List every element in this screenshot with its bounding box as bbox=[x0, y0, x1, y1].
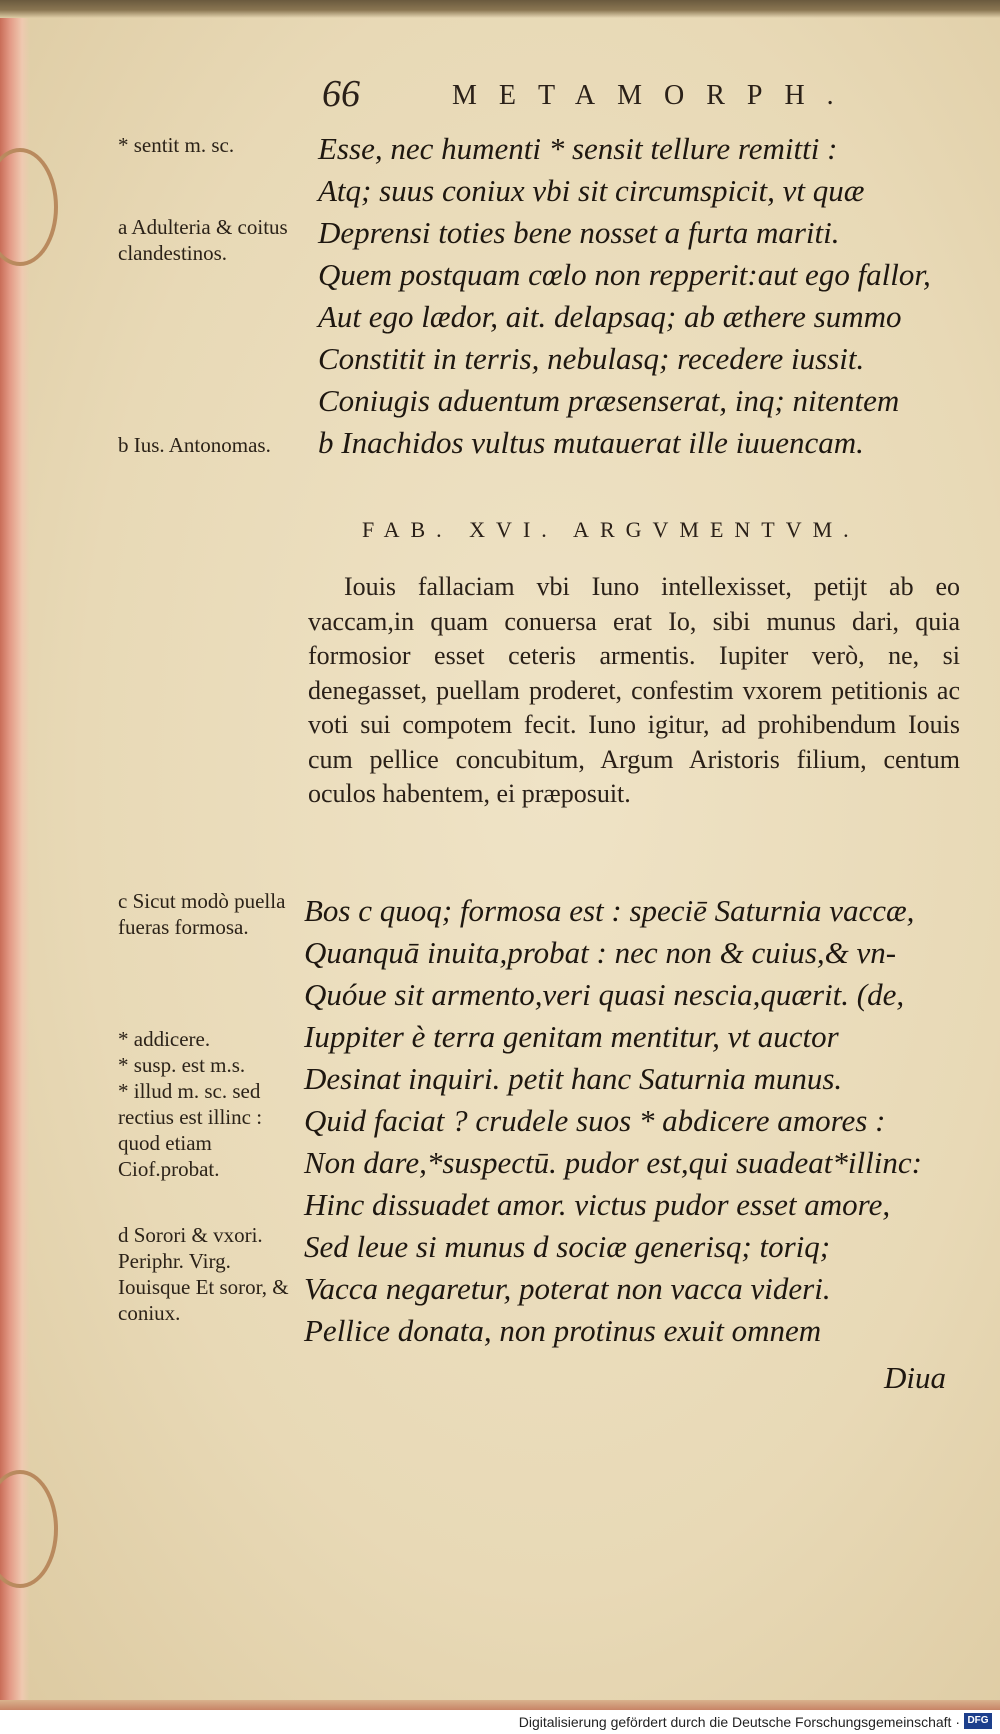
verse-line: Hinc dissuadet amor. victus pudor esset amore, bbox=[304, 1187, 891, 1222]
verse-line: Desinat inquiri. petit hanc Saturnia munus. bbox=[304, 1061, 843, 1096]
verse-line: Esse, nec humenti * sensit tellure remitti : bbox=[318, 131, 838, 166]
margin-note: * addicere. * susp. est m.s. * illud m. sc. sed rectius est illinc : quod etiam Ciof.probat. bbox=[118, 1027, 263, 1181]
argument-paragraph bbox=[308, 570, 960, 812]
catchword: Diua bbox=[884, 1360, 946, 1395]
verse-line: Constitit in terris, nebulasq; recedere iussit. bbox=[318, 341, 865, 376]
argument-text: Iouis fallaciam vbi Iuno intellexisset, petijt ab eo vaccam,in quam conuersa erat Io, sibi munus dari, quia formosior esset ceteris armentis. Iupiter verò, ne, si denegasset, puellam proderet, confestim vxorem petitionis ac voti sui compotem fecit. Iuno igitur, ad prohibendum Iouis cum pellice concubitum, Argum Aristoris filium, centum oculos habentem, ei præposuit. bbox=[308, 572, 960, 808]
margin-note: * sentit m. sc. bbox=[118, 133, 235, 157]
page-edge-bottom bbox=[0, 1700, 1000, 1710]
margin-note: d Sorori & vxori. Periphr. Virg. Iouisque Et soror, & coniux. bbox=[118, 1223, 289, 1325]
verse-line: Quanquā inuita,probat : nec non & cuius,& vn- bbox=[304, 935, 897, 970]
verse-line: Aut ego lædor, ait. delapsaq; ab æthere summo bbox=[318, 299, 902, 334]
page-edge-left bbox=[0, 18, 30, 1708]
dfg-logo-icon: DFG bbox=[964, 1713, 992, 1729]
binding-ring bbox=[0, 1470, 58, 1588]
margin-note: a Adulteria & coitus clandestinos. bbox=[118, 215, 288, 265]
verse-line: Coniugis aduentum præsenserat, inq; nitentem bbox=[318, 383, 900, 418]
verse-line: Bos c quoq; formosa est : speciē Saturnia vaccæ, bbox=[304, 893, 915, 928]
margin-note: c Sicut modò puella fueras formosa. bbox=[118, 889, 286, 939]
fable-heading: FAB. XVI. ARGVMENTVM. bbox=[362, 517, 860, 542]
verse-line: b Inachidos vultus mutauerat ille iuuencam. bbox=[318, 425, 864, 460]
verse-line: Atq; suus coniux vbi sit circumspicit, vt quæ bbox=[318, 173, 865, 208]
verse-line: Pellice donata, non protinus exuit omnem bbox=[304, 1313, 822, 1348]
binding-ring bbox=[0, 148, 58, 266]
page-number: 66 bbox=[322, 73, 360, 115]
verse-line: Sed leue si munus d sociæ generisq; toriq; bbox=[304, 1229, 831, 1264]
verse-line: Deprensi toties bene nosset a furta mariti. bbox=[318, 215, 840, 250]
verse-line: Quóue sit armento,veri quasi nescia,quærit. (de, bbox=[304, 977, 905, 1012]
running-title: METAMORPH. bbox=[452, 80, 856, 111]
margin-note: b Ius. Antonomas. bbox=[118, 433, 271, 457]
verse-line: Quid faciat ? crudele suos * abdicere amores : bbox=[304, 1103, 886, 1138]
page-header bbox=[322, 72, 962, 116]
verse-line: Iuppiter è terra genitam mentitur, vt auctor bbox=[304, 1019, 839, 1054]
footer-credit: Digitalisierung gefördert durch die Deutsche Forschungsgemeinschaft · bbox=[518, 1714, 960, 1730]
verse-line: Vacca negaretur, poterat non vacca videri. bbox=[304, 1271, 831, 1306]
verse-line: Non dare,*suspectū. pudor est,qui suadeat*illinc: bbox=[304, 1145, 922, 1180]
verse-line: Quem postquam cœlo non repperit:aut ego fallor, bbox=[318, 257, 931, 292]
